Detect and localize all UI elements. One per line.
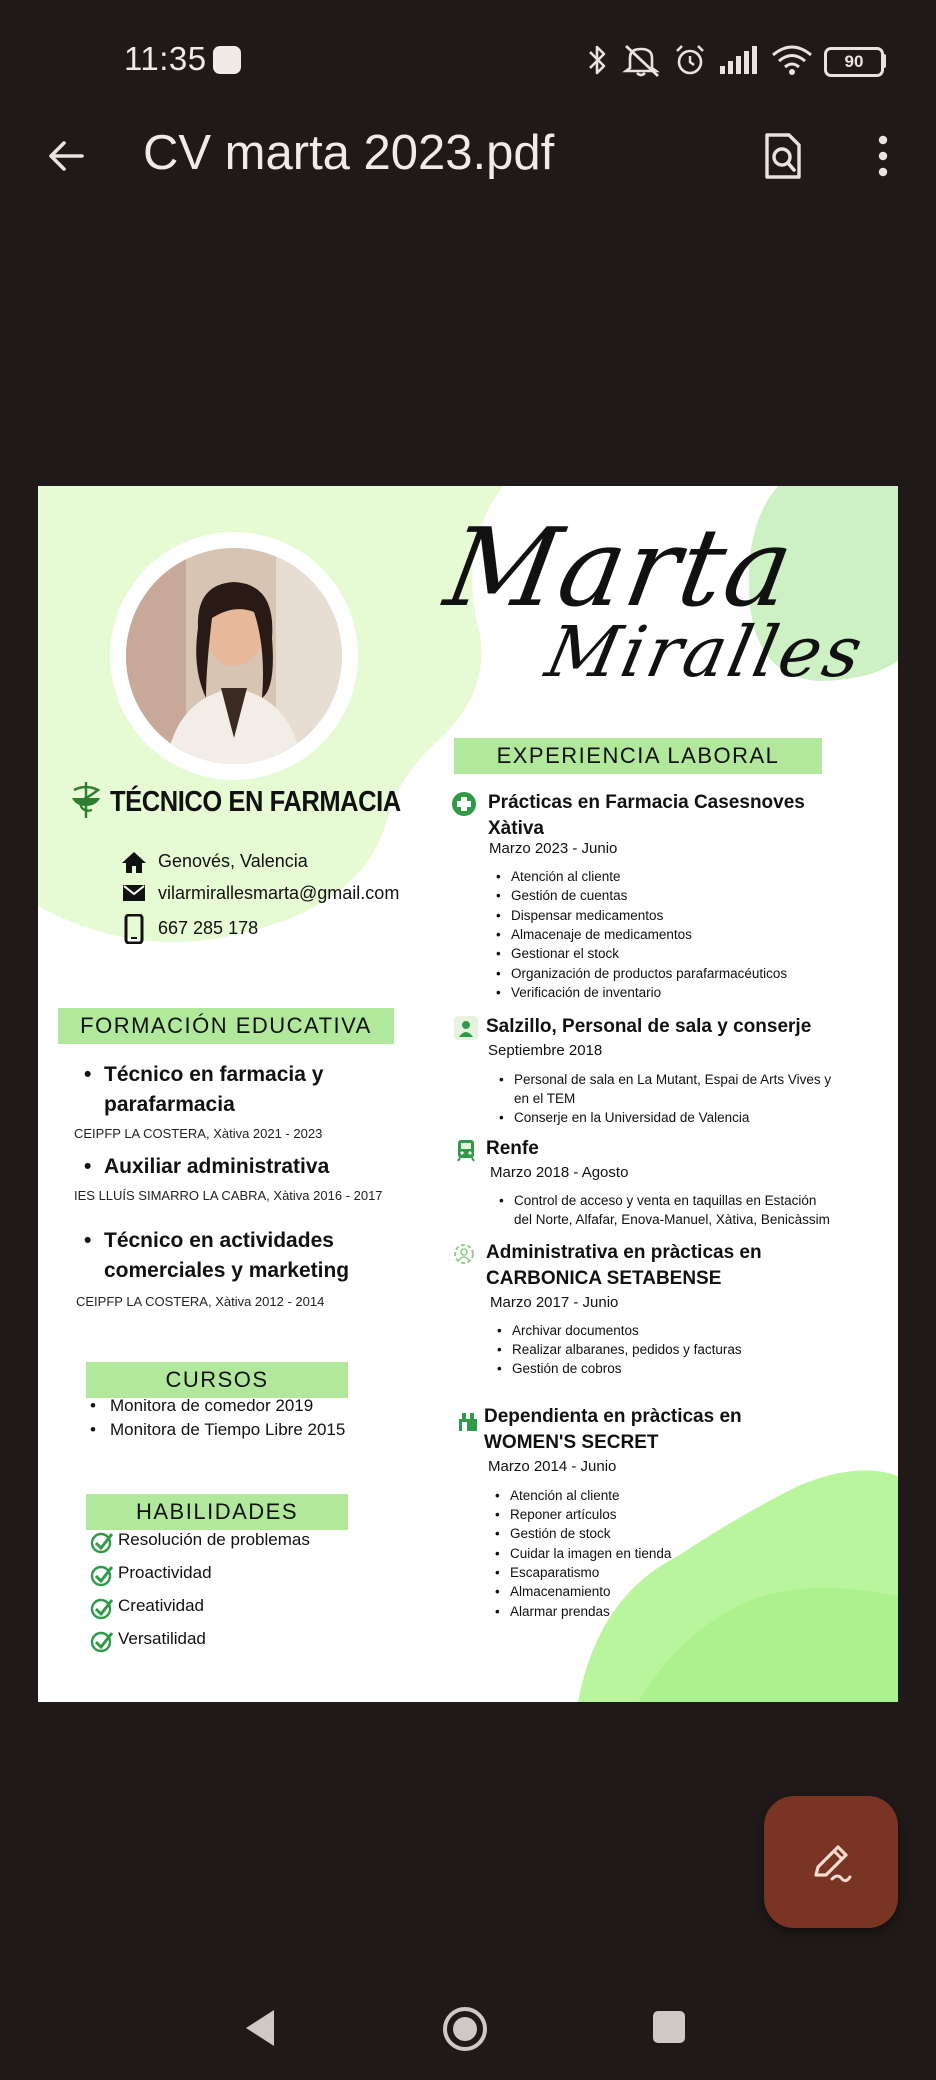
job-bullet: • Atención al cliente bbox=[510, 1486, 620, 1505]
job-bullet-continuation: del Norte, Alfafar, Enova-Manuel, Xàtiva, Benicàssim bbox=[514, 1212, 830, 1227]
skill-label: Resolución de problemas bbox=[118, 1530, 310, 1549]
education-item-school: CEIPFP LA COSTERA, Xàtiva 2021 - 2023 bbox=[74, 1126, 323, 1141]
education-title-line: Técnico en actividades bbox=[104, 1229, 334, 1252]
job-title: Renfe bbox=[486, 1138, 539, 1159]
battery-icon: 90 bbox=[824, 47, 884, 77]
resume-last-name: Miralles bbox=[539, 611, 873, 693]
nav-back-icon[interactable] bbox=[240, 2006, 280, 2050]
back-button[interactable] bbox=[26, 116, 106, 196]
job-title-line: Xàtiva bbox=[488, 818, 544, 839]
education-item-title: • Auxiliar administrativa bbox=[104, 1152, 329, 1182]
check-circle-icon bbox=[90, 1596, 114, 1620]
resume-first-name: Marta bbox=[436, 506, 804, 631]
check-circle-icon bbox=[90, 1629, 114, 1653]
admin-gear-icon bbox=[452, 1242, 476, 1266]
job-bullet: • Verificación de inventario bbox=[511, 983, 661, 1002]
skill-item bbox=[90, 1530, 310, 1559]
job-title-line: Dependienta en pràcticas en bbox=[484, 1406, 742, 1427]
job-bullet: • Gestión de stock bbox=[510, 1524, 611, 1543]
location-text: Genovés, Valencia bbox=[158, 851, 308, 871]
status-time: 11:35 bbox=[124, 40, 207, 77]
skill-item bbox=[90, 1563, 212, 1592]
job-title: Salzillo, Personal de sala y conserje bbox=[486, 1016, 812, 1037]
train-icon bbox=[454, 1138, 478, 1162]
education-item-school: CEIPFP LA COSTERA, Xàtiva 2012 - 2014 bbox=[76, 1294, 325, 1309]
skill-item bbox=[90, 1596, 204, 1625]
education-title-line: Auxiliar administrativa bbox=[104, 1155, 330, 1178]
profile-photo bbox=[126, 548, 342, 764]
education-title-line: parafarmacia bbox=[104, 1093, 235, 1116]
education-heading: FORMACIÓN EDUCATIVA bbox=[58, 1008, 394, 1044]
system-nav-bar bbox=[0, 1980, 936, 2080]
course-item: • Monitora de Tiempo Libre 2015 bbox=[110, 1420, 345, 1440]
mute-icon bbox=[620, 42, 662, 78]
pdf-page[interactable] bbox=[38, 486, 898, 1702]
education-item-title: • Técnico en actividades comerciales y marketing bbox=[104, 1226, 349, 1286]
document-search-icon bbox=[761, 131, 805, 181]
job-bullet: • Alarmar prendas bbox=[510, 1602, 610, 1621]
job-bullet: • Personal de sala en La Mutant, Espai de Arts Vives y bbox=[514, 1070, 831, 1089]
more-options-button[interactable] bbox=[843, 116, 923, 196]
education-title-line: Técnico en farmacia y bbox=[104, 1063, 324, 1086]
mail-icon bbox=[120, 882, 148, 904]
wifi-icon bbox=[770, 42, 814, 78]
job-bullet: • Dispensar medicamentos bbox=[511, 906, 663, 925]
course-item: • Monitora de comedor 2019 bbox=[110, 1396, 313, 1416]
nav-home-icon[interactable] bbox=[440, 2004, 490, 2054]
job-bullet: • Gestión de cobros bbox=[512, 1359, 622, 1378]
battery-tip bbox=[882, 54, 886, 68]
cell-signal-icon bbox=[716, 42, 762, 78]
job-title-line: CARBONICA SETABENSE bbox=[486, 1268, 722, 1289]
job-title-line: Prácticas en Farmacia Casesnoves bbox=[488, 792, 805, 813]
job-bullet: • Almacenaje de medicamentos bbox=[511, 925, 692, 944]
phone-text: 667 285 178 bbox=[158, 918, 259, 938]
more-vert-icon bbox=[877, 134, 889, 178]
job-date: Marzo 2023 - Junio bbox=[489, 840, 618, 857]
job-bullet-continuation: en el TEM bbox=[514, 1091, 576, 1106]
caduceus-icon bbox=[68, 776, 104, 820]
job-bullet: • Control de acceso y venta en taquillas en Estación bbox=[514, 1191, 816, 1210]
find-in-document-button[interactable] bbox=[743, 116, 823, 196]
person-icon bbox=[454, 1016, 478, 1040]
nav-recents-icon[interactable] bbox=[650, 2008, 688, 2046]
edit-fab-button[interactable] bbox=[764, 1796, 898, 1928]
job-date: Marzo 2018 - Agosto bbox=[490, 1164, 629, 1181]
courses-heading: CURSOS bbox=[86, 1362, 348, 1398]
arrow-left-icon bbox=[44, 134, 88, 178]
experience-heading: EXPERIENCIA LABORAL bbox=[454, 738, 822, 774]
profession-title: TÉCNICO EN FARMACIA bbox=[110, 786, 401, 818]
notification-dot-icon bbox=[213, 46, 241, 74]
document-title: CV marta 2023.pdf bbox=[143, 126, 555, 180]
job-bullet: • Archivar documentos bbox=[512, 1321, 639, 1340]
job-bullet: • Escaparatismo bbox=[510, 1563, 599, 1582]
alarm-icon bbox=[672, 42, 708, 78]
phone-icon bbox=[120, 914, 148, 944]
job-bullet: • Conserje en la Universidad de Valencia bbox=[514, 1108, 749, 1127]
job-bullet: • Organización de productos parafarmacéuticos bbox=[511, 964, 787, 983]
job-title-line: WOMEN'S SECRET bbox=[484, 1432, 659, 1453]
medical-cross-icon bbox=[452, 792, 476, 816]
education-item-school: IES LLUÍS SIMARRO LA CABRA, Xàtiva 2016 - 2017 bbox=[74, 1188, 383, 1203]
skill-item bbox=[90, 1629, 206, 1658]
check-circle-icon bbox=[90, 1563, 114, 1587]
job-date: Marzo 2014 - Junio bbox=[488, 1458, 617, 1475]
job-bullet: • Gestionar el stock bbox=[511, 944, 619, 963]
job-title bbox=[488, 790, 805, 842]
skill-label: Versatilidad bbox=[118, 1629, 206, 1648]
education-title-line: comerciales y marketing bbox=[104, 1259, 350, 1282]
education-item-title: • Técnico en farmacia y parafarmacia bbox=[104, 1060, 323, 1120]
job-title-line: Administrativa en pràcticas en bbox=[486, 1242, 762, 1263]
job-bullet: • Reponer artículos bbox=[510, 1505, 617, 1524]
email-text: vilarmirallesmarta@gmail.com bbox=[158, 883, 400, 903]
job-bullet: • Atención al cliente bbox=[511, 867, 621, 886]
skill-label: Creatividad bbox=[118, 1596, 204, 1615]
job-title bbox=[484, 1404, 742, 1456]
bluetooth-icon bbox=[584, 42, 612, 78]
job-bullet: • Cuidar la imagen en tienda bbox=[510, 1544, 671, 1563]
job-bullet: • Realizar albaranes, pedidos y facturas bbox=[512, 1340, 742, 1359]
edit-pen-icon bbox=[806, 1837, 856, 1887]
job-date: Marzo 2017 - Junio bbox=[490, 1294, 619, 1311]
job-title bbox=[486, 1240, 762, 1292]
store-icon bbox=[456, 1410, 480, 1434]
skills-heading: HABILIDADES bbox=[86, 1494, 348, 1530]
job-bullet: • Almacenamiento bbox=[510, 1582, 611, 1601]
status-bar bbox=[0, 0, 936, 120]
contact-location bbox=[120, 850, 308, 879]
home-icon bbox=[120, 850, 148, 874]
job-date: Septiembre 2018 bbox=[488, 1042, 603, 1059]
contact-phone bbox=[120, 914, 259, 949]
job-bullet: • Gestión de cuentas bbox=[511, 886, 627, 905]
contact-email bbox=[120, 882, 400, 909]
check-circle-icon bbox=[90, 1530, 114, 1554]
skill-label: Proactividad bbox=[118, 1563, 212, 1582]
